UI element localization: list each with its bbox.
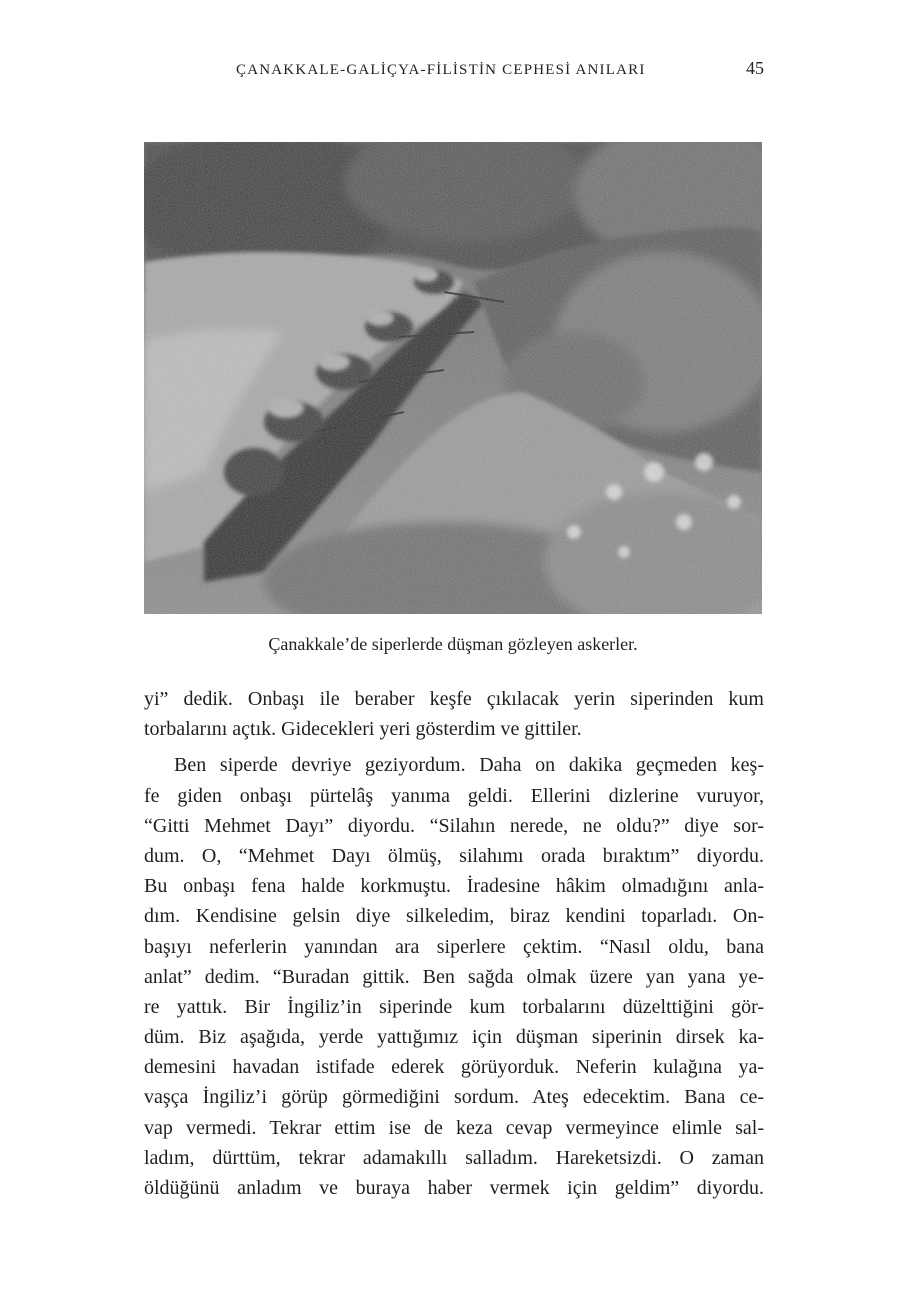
page-number: 45 — [746, 58, 764, 78]
text-line: öldüğünü anladım ve buraya haber vermek için geldim” diyordu. — [144, 1177, 764, 1199]
body-text — [144, 684, 764, 1203]
text-line: vap vermedi. Tekrar ettim ise de keza cevap vermeyince elimle sal- — [144, 1116, 764, 1139]
text-line: anlat” dedim. “Buradan gittik. Ben sağda olmak üzere yan yana ye- — [144, 965, 764, 988]
text-line: dım. Kendisine gelsin diye silkeledim, biraz kendini toparladı. On- — [144, 905, 764, 928]
text-line: demesini havadan istifade ederek görüyorduk. Neferin kulağına ya- — [144, 1056, 764, 1079]
text-line: dum. O, “Mehmet Dayı ölmüş, silahımı orada bıraktım” diyordu. — [144, 844, 764, 867]
running-head — [236, 58, 764, 82]
text-line: Ben siperde devriye geziyordum. Daha on dakika geçmeden keş- — [174, 754, 764, 777]
figure-caption: Çanakkale’de siperlerde düşman gözleyen askerler. — [268, 634, 638, 654]
text-line: yi” dedik. Onbaşı ile beraber keşfe çıkılacak yerin siperinden kum — [144, 688, 764, 710]
text-line: başıyı neferlerin yanından ara siperlere çektim. “Nasıl oldu, bana — [144, 935, 764, 958]
text-line: düm. Biz aşağıda, yerde yattığımız için düşman siperinin dirsek ka- — [144, 1026, 764, 1049]
text-line: ladım, dürttüm, tekrar adamakıllı salladım. Hareketsizdi. O zaman — [144, 1146, 764, 1169]
text-line: “Gitti Mehmet Dayı” diyordu. “Silahın nerede, ne oldu?” diye sor- — [144, 814, 764, 837]
text-line: torbalarını açtık. Gidecekleri yeri gösterdim ve gittiler. — [144, 718, 582, 741]
text-line: Bu onbaşı fena halde korkmuştu. İradesine hâkim olmadığını anla- — [144, 875, 764, 898]
text-line: re yattık. Bir İngiliz’in siperinde kum torbalarını düzelttiğini gör- — [144, 995, 764, 1018]
running-title: ÇANAKKALE-GALİÇYA-FİLİSTİN CEPHESİ ANILARI — [236, 62, 646, 78]
text-line: vaşça İngiliz’i görüp görmediğini sordum. Ateş edecektim. Bana ce- — [144, 1086, 764, 1109]
text-line: fe giden onbaşı pürtelâş yanıma geldi. Ellerini dizlerine vuruyor, — [144, 784, 764, 807]
trench-photograph — [144, 142, 762, 614]
